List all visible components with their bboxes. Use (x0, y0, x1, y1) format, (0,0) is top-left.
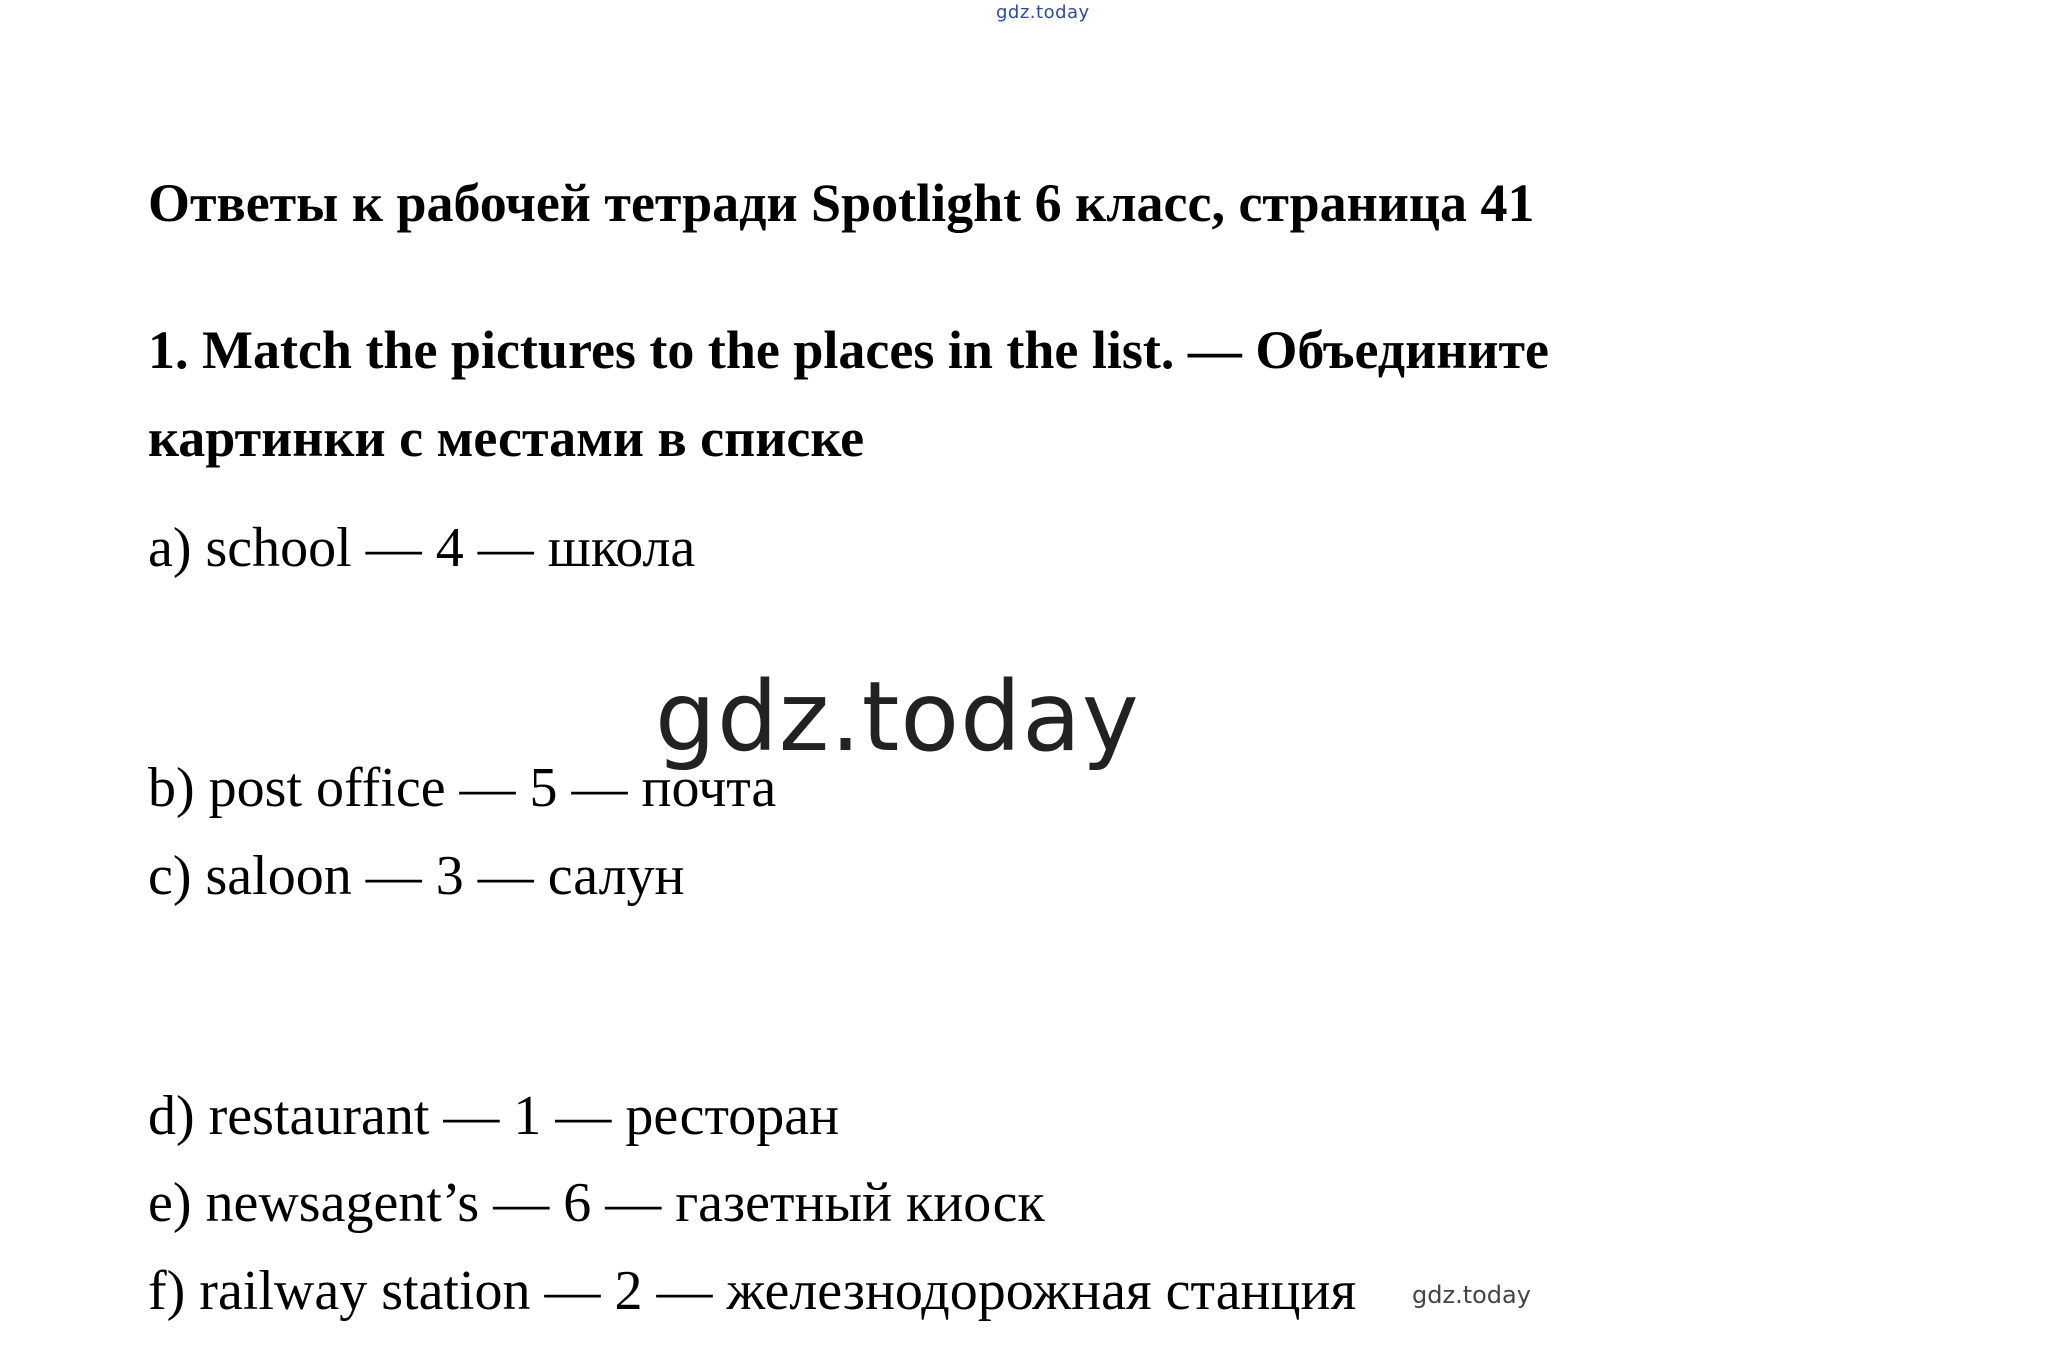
answer-item-d: d) restaurant — 1 — ресторан (148, 1085, 840, 1147)
watermark-center: gdz.today (655, 661, 1140, 773)
answer-item-b: b) post office — 5 — почта (148, 757, 777, 819)
answer-item-e: e) newsagent’s — 6 — газетный киоск (148, 1172, 1045, 1234)
answer-item-c: c) saloon — 3 — салун (148, 845, 685, 907)
task-heading: 1. Match the pictures to the places in the list. — Объедините картинки с местами в списке (148, 320, 1549, 468)
watermark-bottom: gdz.today (1412, 1281, 1531, 1309)
page-title: Ответы к рабочей тетради Spotlight 6 класс, страница 41 (148, 173, 1535, 233)
answer-item-a: a) school — 4 — школа (148, 517, 696, 579)
answer-item-f: f) railway station — 2 — железнодорожная станция (148, 1260, 1357, 1322)
watermark-top: gdz.today (996, 2, 1090, 23)
